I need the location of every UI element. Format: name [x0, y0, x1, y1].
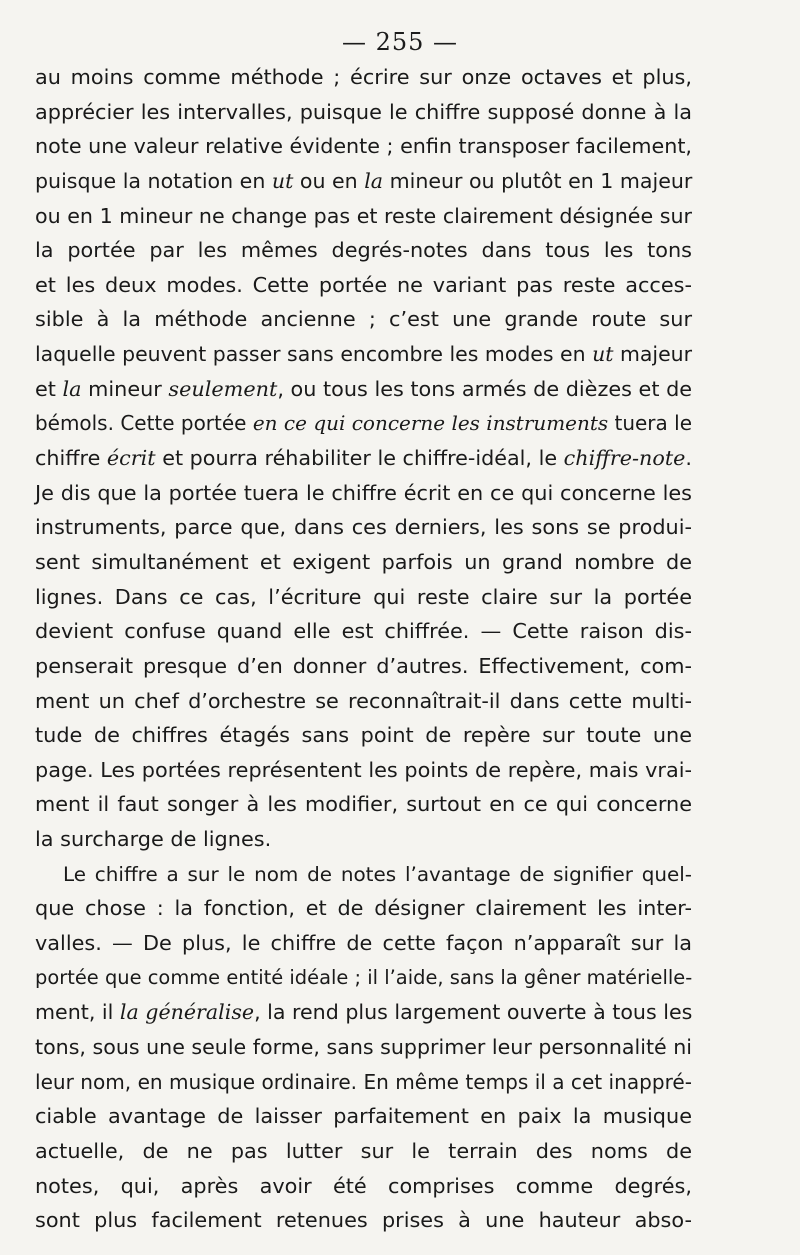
text-line [35, 891, 692, 926]
text-segment: actuelle, de ne pas lutter sur le terrain des noms de [35, 1138, 692, 1163]
text-segment: , la rend plus largement ouverte à tous les [254, 1000, 693, 1025]
text-segment: leur nom, en musique ordinaire. En même temps il a cet inappré- [35, 1069, 692, 1094]
text-segment: la surcharge de lignes. [35, 827, 272, 852]
italic-text-segment: la généralise [119, 1000, 255, 1025]
text-line [35, 545, 692, 580]
text-segment: Je dis que la portée tuera le chiffre écrit en ce qui concerne les [35, 480, 692, 505]
text-segment: . [685, 446, 692, 471]
text-line [35, 302, 692, 337]
text-segment: au moins comme méthode ; écrire sur onze octaves et plus, [35, 65, 692, 89]
text-segment: mineur [81, 376, 169, 401]
text-line [35, 1203, 692, 1238]
text-segment: notes, qui, après avoir été comprises comme degrés, [35, 1173, 692, 1198]
text-line [35, 406, 692, 441]
text-segment: et [35, 376, 63, 401]
text-segment: ciable avantage de laisser parfaitement en paix la musique [35, 1104, 692, 1129]
text-segment: ment un chef d’orchestre se reconnaîtrait-il dans cette multi- [35, 688, 692, 713]
text-line [35, 614, 692, 649]
italic-text-segment: la [62, 376, 82, 401]
text-line [35, 337, 692, 372]
text-line [35, 1030, 692, 1065]
text-line [35, 995, 692, 1030]
text-segment: bémols. Cette portée [35, 411, 253, 436]
text-line [35, 233, 692, 268]
italic-text-segment: en ce qui concerne les instruments [252, 411, 609, 436]
text-segment: et les deux modes. Cette portée ne variant pas reste acces- [35, 272, 692, 297]
text-line [35, 95, 692, 130]
text-line [35, 268, 692, 303]
text-line [35, 510, 692, 545]
text-line [35, 372, 692, 407]
text-segment: sent simultanément et exigent parfois un grand nombre de [35, 549, 692, 574]
text-line [35, 580, 692, 615]
italic-text-segment: la [364, 168, 384, 193]
text-segment: ment il faut songer à les modifier, surtout en ce qui concerne [35, 792, 692, 817]
italic-text-segment: chiffre-note [563, 446, 686, 471]
text-segment: tude de chiffres étagés sans point de repère sur toute une [35, 723, 692, 748]
text-segment: mineur ou plutôt en 1 majeur [383, 168, 693, 193]
text-line [35, 1169, 692, 1204]
text-line [35, 961, 692, 996]
text-segment: sont plus facilement retenues prises à une hauteur abso- [35, 1208, 692, 1233]
text-segment: page. Les portées représentent les points de repère, mais vrai- [35, 757, 692, 782]
text-segment: note une valeur relative évidente ; enfin transposer facilement, [35, 134, 692, 159]
italic-text-segment: ut [271, 168, 294, 193]
text-segment: instruments, parce que, dans ces derniers, les sons se produi- [35, 515, 692, 540]
text-segment: lignes. Dans ce cas, l’écriture qui reste claire sur la portée [35, 584, 692, 609]
text-segment: tons, sous une seule forme, sans supprimer leur personnalité ni [35, 1034, 692, 1059]
text-segment: Le chiffre a sur le nom de notes l’avantage de signifier quel- [63, 861, 692, 886]
text-line [35, 129, 692, 164]
page-number: — 255 — [341, 28, 459, 56]
text-segment: ment, il [35, 1000, 120, 1025]
text-line [35, 926, 692, 961]
text-segment: ou en 1 mineur ne change pas et reste clairement désignée sur [35, 203, 692, 228]
text-segment: laquelle peuvent passer sans encombre les modes en [35, 342, 593, 367]
text-segment: et pourra réhabiliter le chiffre-idéal, le [155, 446, 564, 471]
italic-text-segment: ut [592, 342, 614, 367]
text-line [35, 164, 692, 199]
text-segment: chiffre [35, 446, 107, 471]
text-line [35, 476, 692, 511]
italic-text-segment: seulement [168, 376, 278, 401]
text-segment: apprécier les intervalles, puisque le chiffre supposé donne à la [35, 99, 692, 124]
text-segment: tuera le [608, 411, 692, 436]
text-line [35, 1099, 692, 1134]
text-segment: que chose : la fonction, et de désigner clairement les inter- [35, 896, 692, 921]
text-line [35, 199, 692, 234]
text-line [35, 753, 692, 788]
text-line [35, 857, 692, 892]
text-line [35, 441, 692, 476]
text-segment: la portée par les mêmes degrés-notes dans tous les tons [35, 238, 692, 263]
text-line [35, 60, 692, 95]
text-line [35, 1065, 692, 1100]
text-line [35, 1134, 692, 1169]
text-segment: puisque la notation en [35, 168, 272, 193]
paragraph [35, 60, 692, 857]
text-segment: ou en [293, 168, 365, 193]
text-segment: sible à la méthode ancienne ; c’est une grande route sur [35, 307, 692, 332]
paragraph [35, 857, 692, 1238]
text-line [35, 822, 692, 857]
text-line [35, 787, 692, 822]
italic-text-segment: écrit [106, 446, 156, 471]
text-segment: portée que comme entité idéale ; il l’aide, sans la gêner matérielle- [35, 965, 693, 989]
text-segment: valles. — De plus, le chiffre de cette façon n’apparaît sur la [35, 931, 692, 956]
text-line [35, 684, 692, 719]
body-text [35, 60, 692, 1238]
text-line [35, 718, 692, 753]
text-segment: devient confuse quand elle est chiffrée. — Cette raison dis- [35, 619, 692, 644]
text-segment: majeur [613, 342, 692, 367]
text-line [35, 649, 692, 684]
text-segment: penserait presque d’en donner d’autres. Effectivement, com- [35, 653, 692, 678]
text-segment: , ou tous les tons armés de dièzes et de [277, 376, 693, 401]
